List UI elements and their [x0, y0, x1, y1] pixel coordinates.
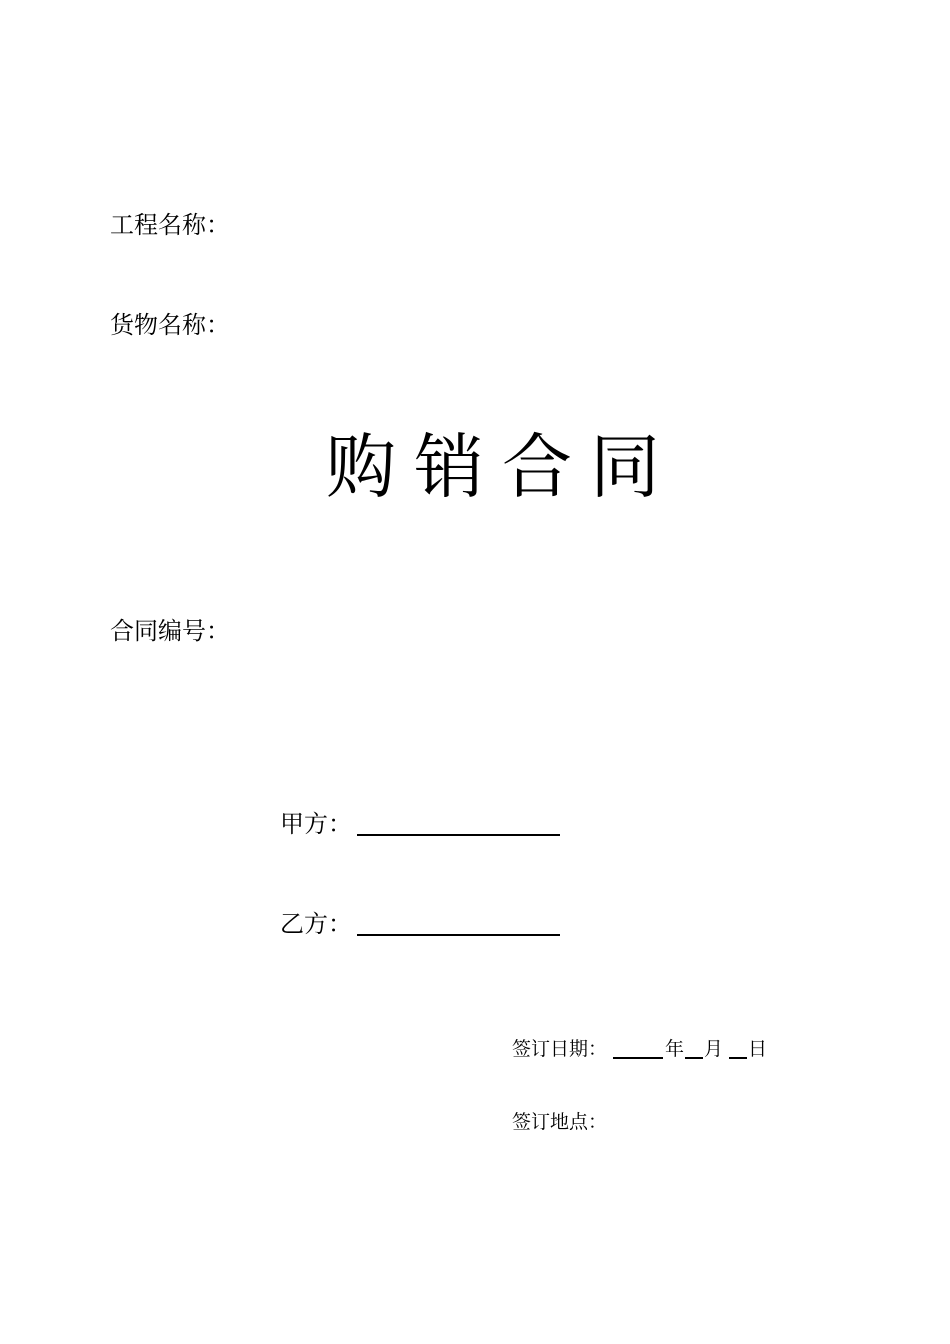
year-unit: 年	[665, 1038, 685, 1060]
party-a-row	[280, 812, 352, 836]
day-unit: 日	[748, 1038, 768, 1060]
month-unit: 月	[704, 1038, 724, 1060]
party-b-row	[280, 912, 352, 936]
project-name-label: 工程名称：	[110, 211, 230, 239]
party-a-blank-line	[357, 834, 560, 836]
party-a-label: 甲方：	[280, 810, 352, 838]
month-blank-line	[685, 1038, 703, 1059]
party-b-label: 乙方：	[280, 910, 352, 938]
day-blank-line	[729, 1038, 747, 1059]
sign-date-row	[512, 1038, 767, 1059]
goods-name-label: 货物名称：	[110, 311, 230, 339]
party-b-blank-line	[357, 934, 560, 936]
year-blank-line	[613, 1038, 663, 1059]
sign-date-label: 签订日期：	[512, 1038, 608, 1060]
contract-number-label: 合同编号：	[110, 617, 230, 645]
sign-place-label: 签订地点：	[512, 1111, 608, 1133]
document-title: 购销合同	[326, 426, 678, 508]
